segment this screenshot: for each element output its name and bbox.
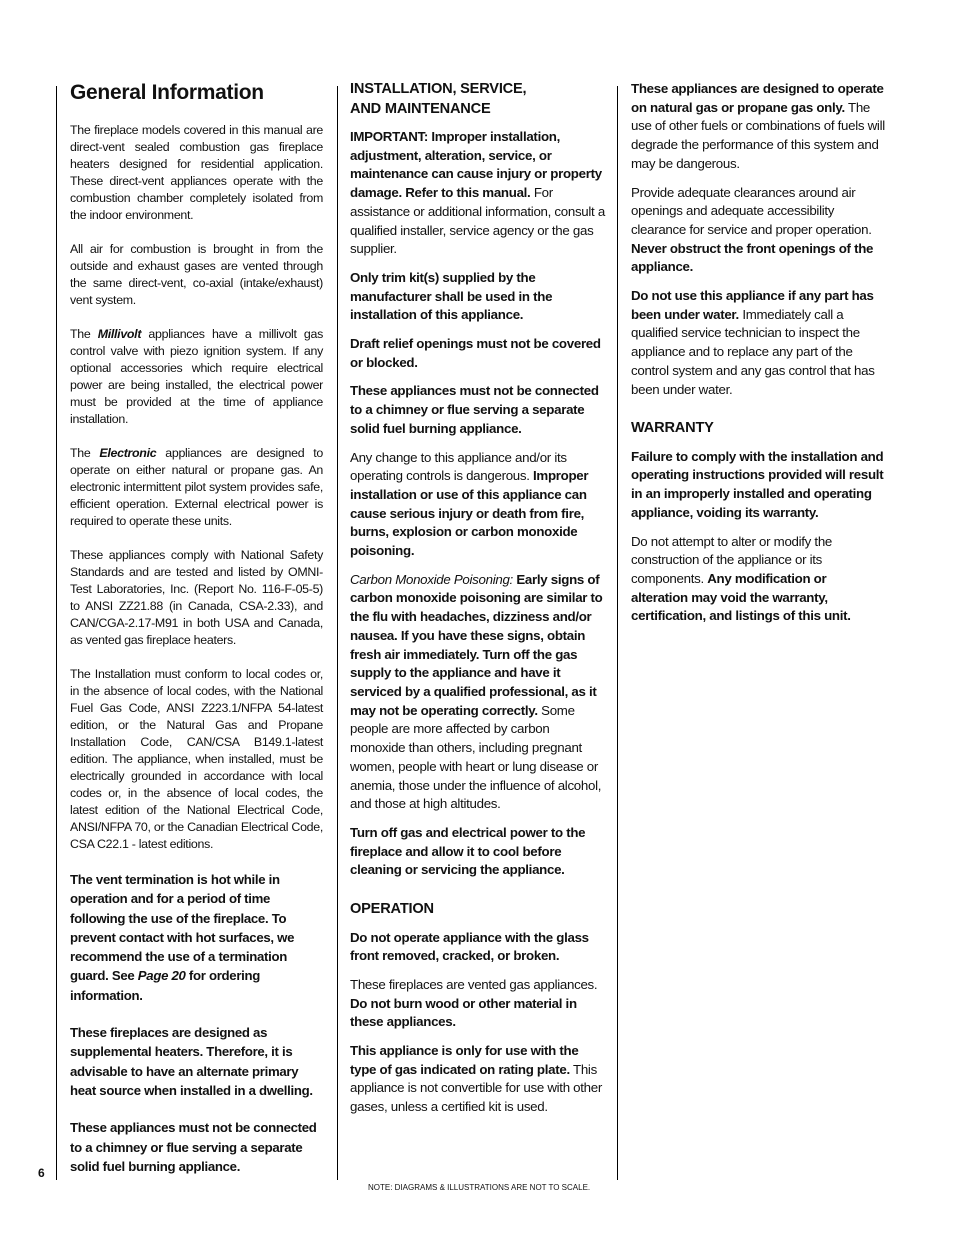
warranty-heading: WARRANTY [631,420,714,437]
glass-front-paragraph: Do not operate appliance with the glass front removed, cracked, or broken. [350,929,589,964]
codes-paragraph: The Installation must conform to local codes or, in the absence of local codes, with the National Fuel Gas Code, ANSI Z223.1/NFPA 54-latest edition, or the Natural Gas and Propane Installation Code, CAN/CSA B149.1-latest edition. The appliance, when installed, must be electrically grounded in accordance with local codes or, in the absence of local codes, the latest edition of the National Electrical Code, ANSI/NFPA 70, or the Canadian Electrical Code, CSA C22.1 - latest editions. [70,667,323,851]
standards-paragraph: These appliances comply with National Safety Standards and are tested and listed by OMNI-Test Laboratories, Inc. (Report No. 116-F-05-5) to ANSI ZZ21.88 (in Canada, CSA-2.33), and CAN/CGA-2.17-M91 in both USA and Canada, as vented gas fireplace heaters. [70,548,323,647]
page-title: General Information [70,81,264,104]
chimney-warning: These appliances must not be connected to a chimney or flue serving a separate solid fuel burning appliance. [70,1120,317,1174]
combustion-air-paragraph: All air for combustion is brought in from the outside and exhaust gases are vented through the same direct-vent, co-axial (intake/exhaust) vent system. [70,242,323,307]
page-number: 6 [38,1166,45,1180]
warranty-column [631,80,886,636]
vent-termination-warning: The vent termination is hot while in operation and for a period of time following the use of the fireplace. To prevent contact with hot surfaces, we recommend the use of a termination guard. See Page 20 for ordering information. [70,872,295,1003]
intro-paragraph: The fireplace models covered in this manual are direct-vent sealed combustion gas fireplace heaters designed for residential application. These direct-vent appliances operate with the combustion chamber completely isolated from the indoor environment. [70,123,323,222]
carbon-monoxide-paragraph: Carbon Monoxide Poisoning: Early signs of carbon monoxide poisoning are similar to the flu with headaches, dizziness and/or nausea. If you have these signs, obtain fresh air immediately. Turn off the gas supply to the appliance and have it serviced by a qualified professional, as it may not be operating correctly. Some people are more affected by carbon monoxide than others, including pregnant women, people with heart or lung disease or anemia, those under the influence of alcohol, and those at high altitudes. [350,571,603,812]
right-column-rule [617,86,618,1180]
middle-column-rule [337,86,338,1180]
general-information-column [70,80,323,1194]
operation-heading: OPERATION [350,901,434,918]
installation-column [350,80,605,1127]
change-warning-paragraph: Any change to this appliance and/or its operating controls is dangerous. Improper installation or use of this appliance can cause serious injury or death from fire, burns, explosion or carbon monoxide poisoning. [350,449,589,559]
footer-note: NOTE: DIAGRAMS & ILLUSTRATIONS ARE NOT TO SCALE. [368,1183,591,1192]
vented-gas-paragraph: These fireplaces are vented gas appliances. Do not burn wood or other material in these appliances. [350,976,598,1030]
trim-kit-paragraph: Only trim kit(s) supplied by the manufacturer shall be used in the installation of this appliance. [350,269,553,323]
millivolt-paragraph: The Millivolt appliances have a millivolt gas control valve with piezo ignition system. If any optional accessories which require electrical power are being installed, the electrical power must be provided at the time of appliance installation. [70,327,324,426]
gas-type-paragraph: This appliance is only for use with the type of gas indicated on rating plate. This appliance is not convertible for use with other gases, unless a certified kit is used. [350,1043,602,1115]
modification-paragraph: Do not attempt to alter or modify the construction of the appliance or its components. Any modification or alteration may void the warranty, certification, and listings of this unit. [631,533,851,624]
left-column-rule [56,86,57,1180]
fuel-paragraph: These appliances are designed to operate on natural gas or propane gas only. The use of other fuels or combinations of fuels will degrade the performance of this system and may be dangerous. [631,81,885,171]
draft-relief-paragraph: Draft relief openings must not be covered or blocked. [350,336,601,370]
water-paragraph: Do not use this appliance if any part has been under water. Immediately call a qualified service technician to inspect the appliance and to replace any part of the control system and any gas control that has been under water. [631,288,875,397]
chimney-paragraph: These appliances must not be connected to a chimney or flue serving a separate solid fuel burning appliance. [350,383,599,436]
turn-off-paragraph: Turn off gas and electrical power to the fireplace and allow it to cool before cleaning or servicing the appliance. [350,824,586,878]
important-paragraph: IMPORTANT: Improper installation, adjustment, alteration, service, or maintenance can cause injury or property damage. Refer to this manual. For assistance or additional information, consult a qualified installer, service agency or the gas supplier. [350,129,605,257]
clearances-paragraph: Provide adequate clearances around air openings and adequate accessibility clearance for service and proper operation. Never obstruct the front openings of the appliance. [631,184,874,275]
installation-heading: INSTALLATION, SERVICE, AND MAINTENANCE [350,81,527,117]
warranty-failure-paragraph: Failure to comply with the installation and operating instructions provided will result in an improperly installed and operating appliance, voiding its warranty. [631,448,884,520]
supplemental-heater-warning: These fireplaces are designed as supplemental heaters. Therefore, it is advisable to have an alternate primary heat source when installed in a dwelling. [70,1025,313,1098]
electronic-paragraph: The Electronic appliances are designed to operate on either natural or propane gas. An electronic intermittent pilot system provides safe, efficient operation. External electrical power is required to operate these units. [70,446,324,528]
